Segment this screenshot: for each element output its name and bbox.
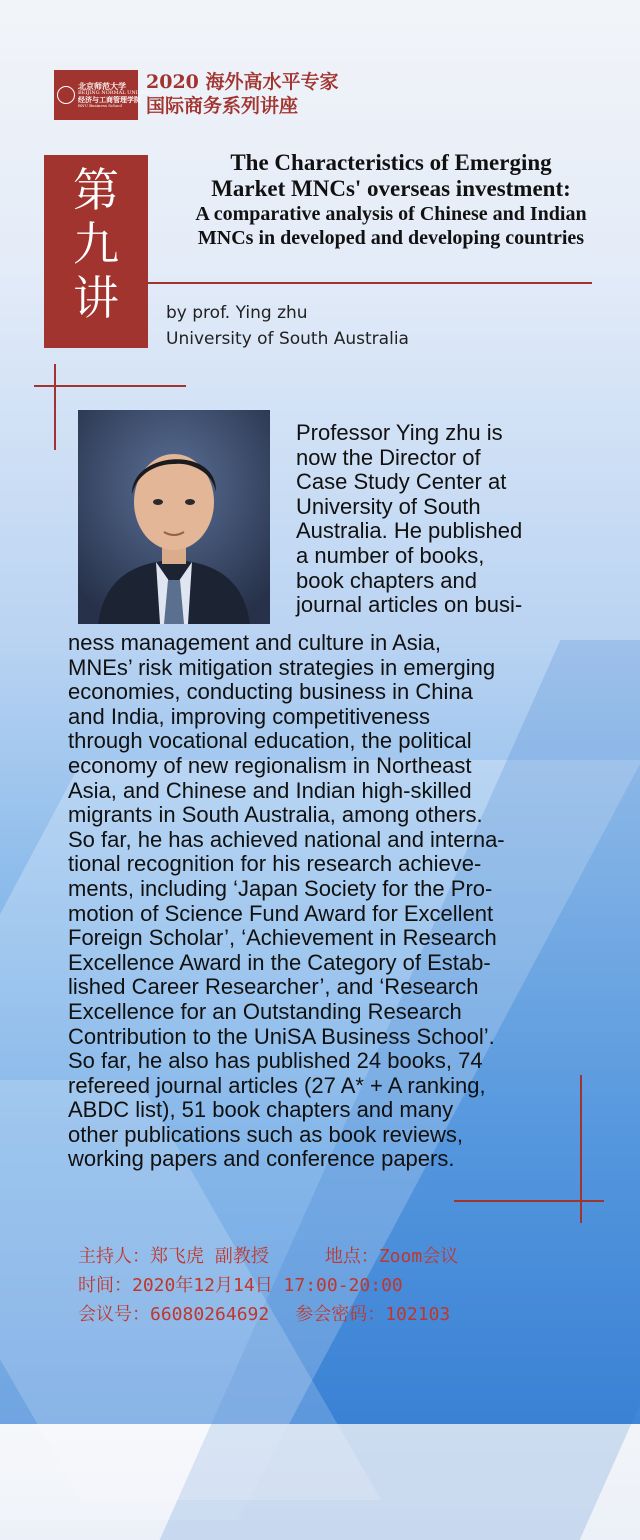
speaker-info — [166, 300, 409, 352]
bio-line: tional recognition for his research achieve- — [68, 851, 482, 877]
event-password: 参会密码：102103 — [295, 1304, 451, 1325]
bio-line: working papers and conference papers. — [68, 1146, 455, 1172]
bio-line: and India, improving competitiveness — [68, 703, 430, 729]
speaker-affiliation: University of South Australia — [166, 329, 409, 349]
speaker-byline: by prof. Ying zhu — [166, 303, 308, 323]
bio-line: ABDC list), 51 book chapters and many — [68, 1097, 454, 1123]
series-title-line2: 国际商务系列讲座 — [146, 95, 299, 117]
decorative-line — [54, 364, 56, 450]
bio-line: economies, conducting business in China — [68, 679, 473, 705]
logo-school-name-en: BNU Business School — [78, 102, 122, 108]
bio-line: Foreign Scholar’, ‘Achievement in Research — [68, 925, 497, 951]
bio-line: refereed journal articles (27 A* + A ranking, — [68, 1072, 486, 1098]
bio-line: migrants in South Australia, among others. — [68, 802, 483, 828]
event-row-meeting — [78, 1300, 458, 1329]
event-row-host-venue — [78, 1242, 458, 1271]
lecture-char: 讲 — [73, 271, 119, 325]
bio-line: ness management and culture in Asia, — [68, 630, 442, 655]
lecture-char: 九 — [73, 217, 119, 271]
bio-line: Asia, and Chinese and Indian high-skilled — [68, 777, 472, 803]
university-logo — [54, 70, 161, 120]
title-divider — [148, 282, 592, 284]
title-line: The Characteristics of Emerging — [230, 150, 552, 175]
bio-line: Excellence Award in the Category of Estab- — [68, 949, 491, 975]
series-title-line1: 2020 海外高水平专家 — [146, 71, 339, 93]
bio-line: So far, he also has published 24 books, 74 — [68, 1048, 483, 1074]
bio-line: lished Career Researcher’, and ‘Research — [68, 974, 479, 1000]
bio-line: MNEs’ risk mitigation strategies in emerging — [68, 654, 496, 680]
bio-line: journal articles on busi- — [296, 592, 523, 618]
logo-school-name: 经济与工商管理学院 — [78, 95, 141, 105]
bio-line: economy of new regionalism in Northeast — [68, 752, 472, 778]
bio-below-photo — [68, 631, 588, 1172]
bio-line: other publications such as book reviews, — [68, 1121, 463, 1147]
event-details — [78, 1242, 458, 1329]
bio-line: Professor Ying zhu is — [296, 420, 503, 445]
bio-line: a number of books, — [296, 542, 485, 568]
bio-line: book chapters and — [296, 567, 478, 593]
bio-line: University of South — [296, 493, 481, 519]
bio-beside-photo — [296, 421, 596, 618]
logo-university-name: 北京师范大学 — [78, 80, 126, 91]
bio-line: now the Director of — [296, 444, 481, 470]
bio-line: motion of Science Fund Award for Excellent — [68, 900, 494, 926]
series-title — [146, 70, 339, 118]
bio-line: Excellence for an Outstanding Research — [68, 998, 462, 1024]
event-time: 时间：2020年12月14日 17:00-20:00 — [78, 1275, 403, 1296]
event-host: 主持人：郑飞虎 副教授 — [78, 1246, 269, 1267]
bio-line: Contribution to the UniSA Business School’. — [68, 1023, 495, 1049]
title-line: Market MNCs' overseas investment: — [211, 176, 571, 201]
lecture-number-badge — [44, 155, 148, 348]
event-meeting-id: 会议号：66080264692 — [78, 1304, 270, 1325]
bio-line: through vocational education, the political — [68, 728, 472, 754]
title-line: MNCs in developed and developing countries — [197, 227, 585, 249]
event-venue: 地点：Zoom会议 — [324, 1246, 459, 1267]
title-line: A comparative analysis of Chinese and Indian — [195, 203, 587, 225]
university-seal-icon — [57, 86, 75, 104]
bio-line: ments, including ‘Japan Society for the Pro- — [68, 875, 493, 901]
lecture-char: 第 — [73, 163, 119, 217]
bio-line: Case Study Center at — [296, 469, 507, 495]
lecture-title — [152, 150, 630, 250]
logo-university-name-en: BEIJING NORMAL UNIVERSITY — [78, 89, 161, 96]
bio-line: So far, he has achieved national and interna- — [68, 826, 505, 852]
speaker-photo — [78, 410, 270, 624]
bio-line: Australia. He published — [296, 518, 523, 544]
decorative-line — [34, 385, 186, 387]
